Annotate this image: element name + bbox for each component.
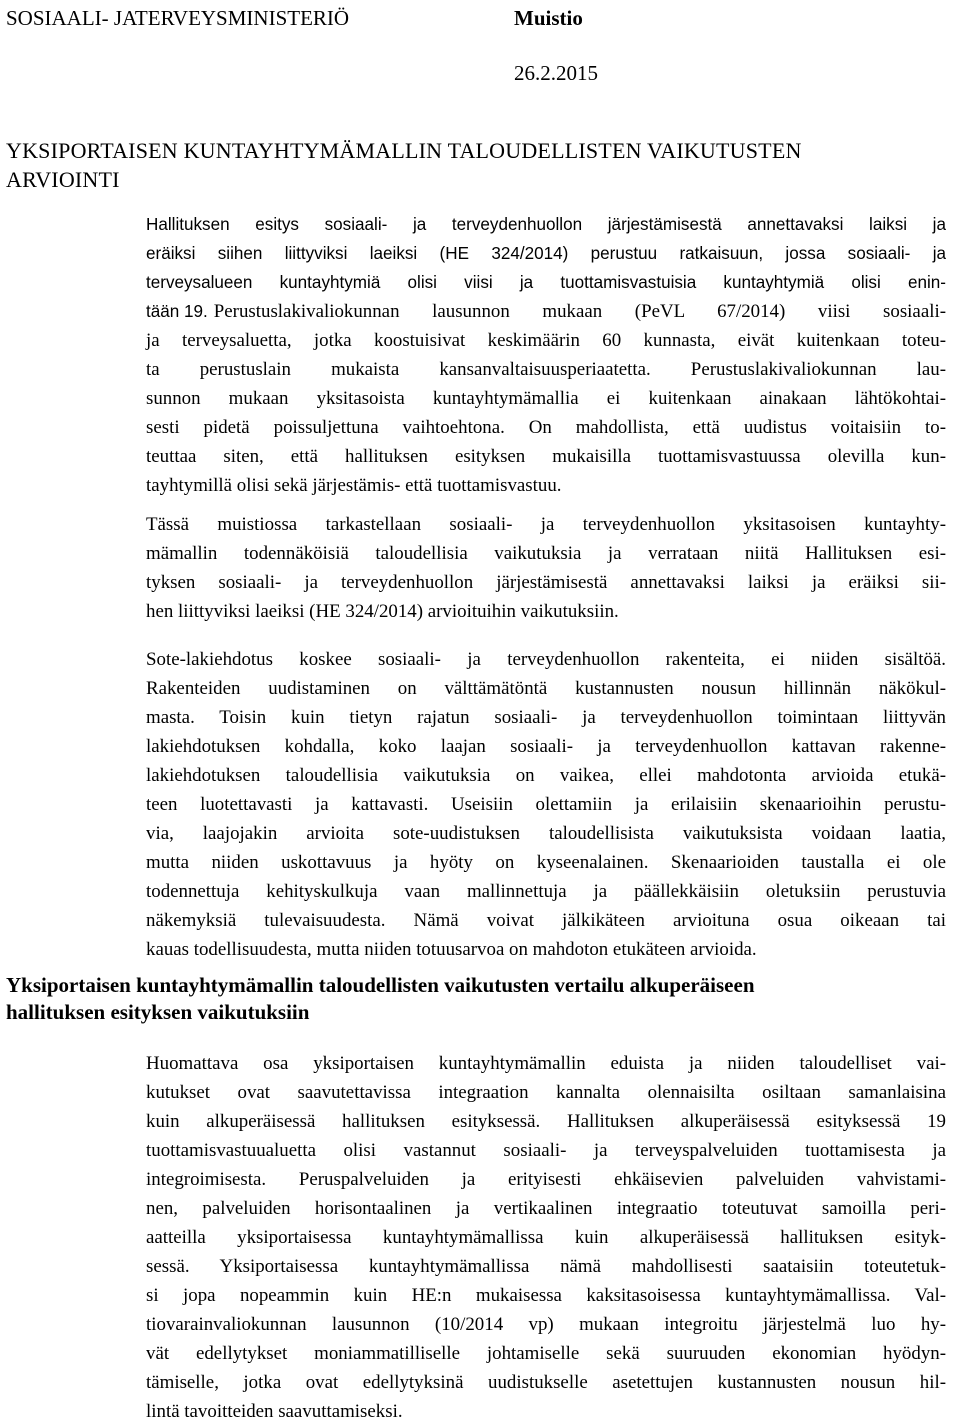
paragraph-line: Hallituksen esitys sosiaali- ja terveydenhuollon järjestämisestä annettavaksi laiksi ja [146,215,946,234]
paragraph-line: Huomattava osa yksiportaisen kuntayhtymämallin eduista ja niiden taloudelliset vai- [146,1053,946,1074]
paragraph-line: ja terveysaluetta, jotka koostuisivat keskimäärin 60 kunnasta, eivät kuitenkaan toteu- [146,330,946,351]
paragraph-line: lakiehdotuksen taloudellisia vaikutuksia on vaikea, ellei mahdotonta arvioida etukä- [146,765,946,786]
paragraph-line: masta. Toisin kuin tietyn rajatun sosiaali- ja terveydenhuollon toimintaan liittyvän [146,707,946,728]
paragraph-line: lintä tavoitteiden saavuttamiseksi. [146,1401,403,1422]
comparison-paragraph [146,1049,946,1426]
paragraph-line: sessä. Yksiportaisessa kuntayhtymämallissa nämä mahdollisesti saataisiin toteutetuk- [146,1256,946,1277]
paragraph-line: eräiksi siihen liittyviksi laeiksi (HE 324/2014) perustuu ratkaisuun, jossa sosiaali- ja [146,244,946,263]
paragraph-line: teuttaa siten, että hallituksen esityksen mukaisilla tuottamisvastuussa olevilla kun- [146,446,946,467]
section-heading [6,972,946,1026]
paragraph-line: mämallin todennäköisiä taloudellisia vaikutuksia ja verrataan niitä Hallituksen esi- [146,543,946,564]
paragraph-line: kutukset ovat saavutettavissa integraation kannalta olennaisilta osiltaan samanlaisina [146,1082,946,1103]
paragraph-line [146,297,946,326]
paragraph-line: si jopa nopeammin kuin HE:n mukaisessa kaksitasoisessa kuntayhtymämallissa. Val- [146,1285,946,1306]
paragraph-fragment: tään 19. [146,302,208,321]
paragraph-line: kuin alkuperäisessä hallituksen esityksessä. Hallituksen alkuperäisessä esityksessä 19 [146,1111,946,1132]
paragraph-line: Sote-lakiehdotus koskee sosiaali- ja terveydenhuollon rakenteita, ei niiden sisältöä. [146,649,946,670]
paragraph-line: sesti pidetä poissuljettuna vaihtoehtona. On mahdollista, että uudistus voitaisiin to- [146,417,946,438]
section-heading-line: hallituksen esityksen vaikutuksiin [6,1000,310,1024]
document-title-line: ARVIOINTI [6,167,120,192]
paragraph-line: tayhtymillä olisi sekä järjestämis- että tuottamisvastuu. [146,475,562,496]
paragraph-line: via, laajojakin arvioita sote-uudistuksen taloudellisista vaikutuksista voidaan laatia, [146,823,946,844]
paragraph-line: todennettuja kehityskulkuja vaan mallinnettuja ja päällekkäisiin oletuksiin perustuvia [146,881,946,902]
document-title [6,136,936,194]
section-heading-line: Yksiportaisen kuntayhtymämallin taloudellisten vaikutusten vertailu alkuperäiseen [6,973,755,997]
paragraph-line: nen, palveluiden horisontaalinen ja vertikaalinen integraatio toteutuvat samoilla peri- [146,1198,946,1219]
paragraph-fragment: Perustuslakivaliokunnan lausunnon mukaan (PeVL 67/2014) viisi sosiaali- [213,301,946,322]
paragraph-line: aatteilla yksiportaisessa kuntayhtymämallissa kuin alkuperäisessä hallituksen esityk- [146,1227,946,1248]
paragraph-line: hen liittyviksi laeiksi (HE 324/2014) arvioituihin vaikutuksiin. [146,601,619,622]
paragraph-line: vät edellytykset moniammatilliselle johtamiselle sekä suuruuden ekonomian hyödyn- [146,1343,946,1364]
intro-paragraph [146,210,946,500]
paragraph-line: mutta niiden uskottavuus ja hyöty on kyseenalainen. Skenaarioiden taustalla ei ole [146,852,946,873]
paragraph-line: Rakenteiden uudistaminen on välttämätöntä kustannusten nousun hillinnän näkökul- [146,678,946,699]
paragraph-line: kauas todellisuudesta, mutta niiden totuusarvoa on mahdoton etukäteen arvioida. [146,939,757,960]
paragraph-line: teen luotettavasti ja kattavasti. Useisiin olettamiin ja erilaisiin skenaarioihin perustu- [146,794,946,815]
scope-paragraph [146,510,946,626]
paragraph-line: lakiehdotuksen kohdalla, koko laajan sosiaali- ja terveydenhuollon kattavan rakenne- [146,736,946,757]
paragraph-line: Tässä muistiossa tarkastellaan sosiaali- ja terveydenhuollon yksitasoisen kuntayhty- [146,514,946,535]
paragraph-line: terveysalueen kuntayhtymiä olisi viisi ja tuottamisvastuisia kuntayhtymiä olisi enin- [146,273,946,292]
paragraph-line: näkemyksiä tulevaisuudesta. Nämä voivat jälkikäteen arvioituna osua oikeaan tai [146,910,946,931]
document-title-line: YKSIPORTAISEN KUNTAYHTYMÄMALLIN TALOUDELLISTEN VAIKUTUSTEN [6,138,802,163]
document-date: 26.2.2015 [514,61,598,85]
paragraph-line: sunnon mukaan yksitasoista kuntayhtymämallia ei kuitenkaan ainakaan lähtökohtai- [146,388,946,409]
paragraph-line: tuottamisvastuualuetta olisi vastannut sosiaali- ja terveyspalveluiden tuottamisesta ja [146,1140,946,1161]
paragraph-line: ta perustuslain mukaista kansanvaltaisuusperiaatetta. Perustuslakivaliokunnan lau- [146,359,946,380]
assessment-paragraph [146,645,946,964]
paragraph-line: integroimisesta. Peruspalveluiden ja erityisesti ehkäisevien palveluiden vahvistami- [146,1169,946,1190]
document-type: Muistio [514,6,583,30]
paragraph-line: tiovarainvaliokunnan lausunnon (10/2014 vp) mukaan integroitu järjestelmä luo hy- [146,1314,946,1335]
ministry-name: SOSIAALI- JATERVEYSMINISTERIÖ [6,6,350,30]
paragraph-line: tämiselle, jotka ovat edellytyksinä uudistukselle asetettujen kustannusten nousun hil- [146,1372,946,1393]
paragraph-line: tyksen sosiaali- ja terveydenhuollon järjestämisestä annettavaksi laiksi ja eräiksi sii- [146,572,946,593]
